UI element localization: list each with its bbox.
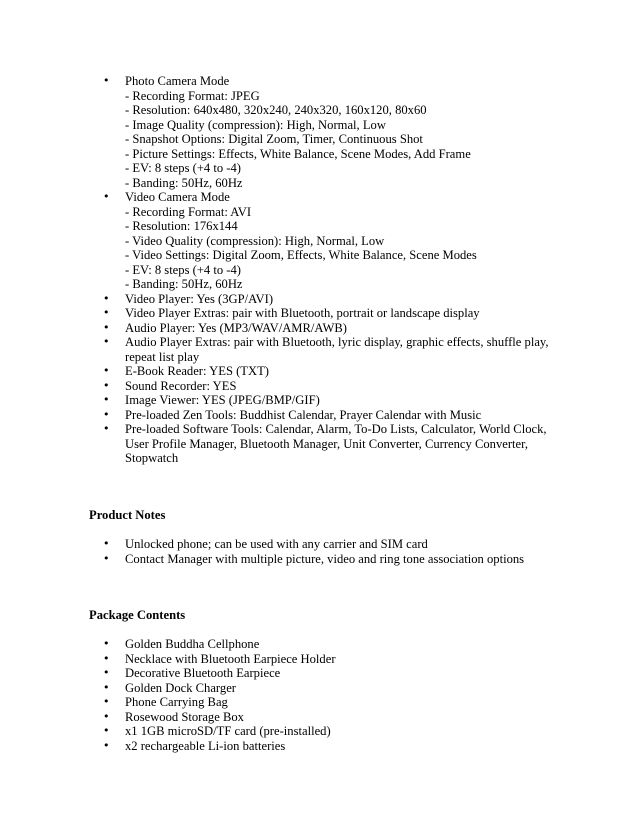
list-item xyxy=(103,292,563,307)
list-sub-line: - Recording Format: JPEG xyxy=(125,88,260,103)
bullet-icon: • xyxy=(103,651,110,665)
bullet-icon: • xyxy=(103,335,110,348)
list-sub-line: - Resolution: 176x144 xyxy=(125,219,238,233)
list-item xyxy=(103,724,563,739)
list-item xyxy=(103,739,563,754)
package-contents-heading: Package Contents xyxy=(89,608,186,622)
bullet-icon: • xyxy=(103,407,110,421)
list-item-text: Video Camera Mode xyxy=(125,190,230,204)
bullet-icon: • xyxy=(103,637,110,650)
list-item xyxy=(103,710,563,725)
list-item xyxy=(103,393,563,408)
list-item xyxy=(103,306,563,321)
list-item xyxy=(103,74,563,190)
list-item-text: Pre-loaded Software Tools: Calendar, Alarm, To-Do Lists, Calculator, World Clock, User Profile Manager, Bluetooth Manager, Unit Converter, Currency Converter, Stopwatch xyxy=(125,422,547,465)
list-item xyxy=(103,379,563,394)
list-item xyxy=(103,637,563,652)
list-item xyxy=(103,364,563,379)
list-item-text: Video Player: Yes (3GP/AVI) xyxy=(125,291,274,306)
list-item-text: Decorative Bluetooth Earpiece xyxy=(125,666,281,680)
list-item-text: Rosewood Storage Box xyxy=(125,709,244,724)
list-item xyxy=(103,681,563,696)
list-item xyxy=(103,321,563,336)
list-item xyxy=(103,537,563,552)
list-item xyxy=(103,422,563,466)
list-item-text: Image Viewer: YES (JPEG/BMP/GIF) xyxy=(125,393,320,407)
list-item-text: Sound Recorder: YES xyxy=(125,378,237,393)
list-item-text: Unlocked phone; can be used with any carrier and SIM card xyxy=(125,537,428,551)
bullet-icon: • xyxy=(103,74,110,87)
list-sub-line: - EV: 8 steps (+4 to -4) xyxy=(125,262,241,277)
list-item xyxy=(103,335,563,364)
list-sub-line: - Banding: 50Hz, 60Hz xyxy=(125,175,243,190)
list-item xyxy=(103,190,563,292)
bullet-icon: • xyxy=(103,537,110,550)
bullet-icon: • xyxy=(103,724,110,737)
list-sub-line: - Recording Format: AVI xyxy=(125,204,252,219)
bullet-icon: • xyxy=(103,320,110,334)
list-item-text: Necklace with Bluetooth Earpiece Holder xyxy=(125,651,336,666)
bullet-icon: • xyxy=(103,738,110,752)
list-item-text: Golden Buddha Cellphone xyxy=(125,637,260,651)
list-sub-line: - Picture Settings: Effects, White Balance, Scene Modes, Add Frame xyxy=(125,146,471,161)
list-item xyxy=(103,408,563,423)
list-sub-line: - Video Settings: Digital Zoom, Effects, White Balance, Scene Modes xyxy=(125,248,477,262)
list-sub-line: - Image Quality (compression): High, Normal, Low xyxy=(125,117,386,132)
package-contents-list xyxy=(103,637,563,753)
list-item xyxy=(103,552,563,567)
list-item-text: x2 rechargeable Li-ion batteries xyxy=(125,738,286,753)
list-sub-line: - Video Quality (compression): High, Normal, Low xyxy=(125,233,385,248)
list-sub-line: - Banding: 50Hz, 60Hz xyxy=(125,277,243,291)
list-item-text: Photo Camera Mode xyxy=(125,74,230,88)
bullet-icon: • xyxy=(103,680,110,694)
bullet-icon: • xyxy=(103,364,110,377)
bullet-icon: • xyxy=(103,378,110,392)
list-sub-line: - Resolution: 640x480, 320x240, 240x320, 160x120, 80x60 xyxy=(125,103,427,117)
feature-list xyxy=(103,74,563,466)
list-item-text: Contact Manager with multiple picture, video and ring tone association options xyxy=(125,551,525,566)
bullet-icon: • xyxy=(103,190,110,203)
bullet-icon: • xyxy=(103,393,110,406)
list-sub-line: - Snapshot Options: Digital Zoom, Timer, Continuous Shot xyxy=(125,132,423,146)
list-item-text: Audio Player Extras: pair with Bluetooth, lyric display, graphic effects, shuffle play, repeat list play xyxy=(125,335,549,364)
list-item xyxy=(103,666,563,681)
list-item-text: x1 1GB microSD/TF card (pre-installed) xyxy=(125,724,331,738)
product-notes-heading: Product Notes xyxy=(89,508,166,522)
list-item-text: Video Player Extras: pair with Bluetooth, portrait or landscape display xyxy=(125,306,480,320)
product-notes-list xyxy=(103,537,563,566)
bullet-icon: • xyxy=(103,291,110,305)
bullet-icon: • xyxy=(103,422,110,435)
bullet-icon: • xyxy=(103,695,110,708)
list-item xyxy=(103,652,563,667)
list-item-text: Audio Player: Yes (MP3/WAV/AMR/AWB) xyxy=(125,320,347,335)
list-item-text: Pre-loaded Zen Tools: Buddhist Calendar, Prayer Calendar with Music xyxy=(125,407,482,422)
list-item-text: Phone Carrying Bag xyxy=(125,695,228,709)
list-item xyxy=(103,695,563,710)
bullet-icon: • xyxy=(103,666,110,679)
bullet-icon: • xyxy=(103,306,110,319)
bullet-icon: • xyxy=(103,709,110,723)
list-sub-line: - EV: 8 steps (+4 to -4) xyxy=(125,161,241,175)
bullet-icon: • xyxy=(103,551,110,565)
list-item-text: E-Book Reader: YES (TXT) xyxy=(125,364,269,378)
list-item-text: Golden Dock Charger xyxy=(125,680,236,695)
